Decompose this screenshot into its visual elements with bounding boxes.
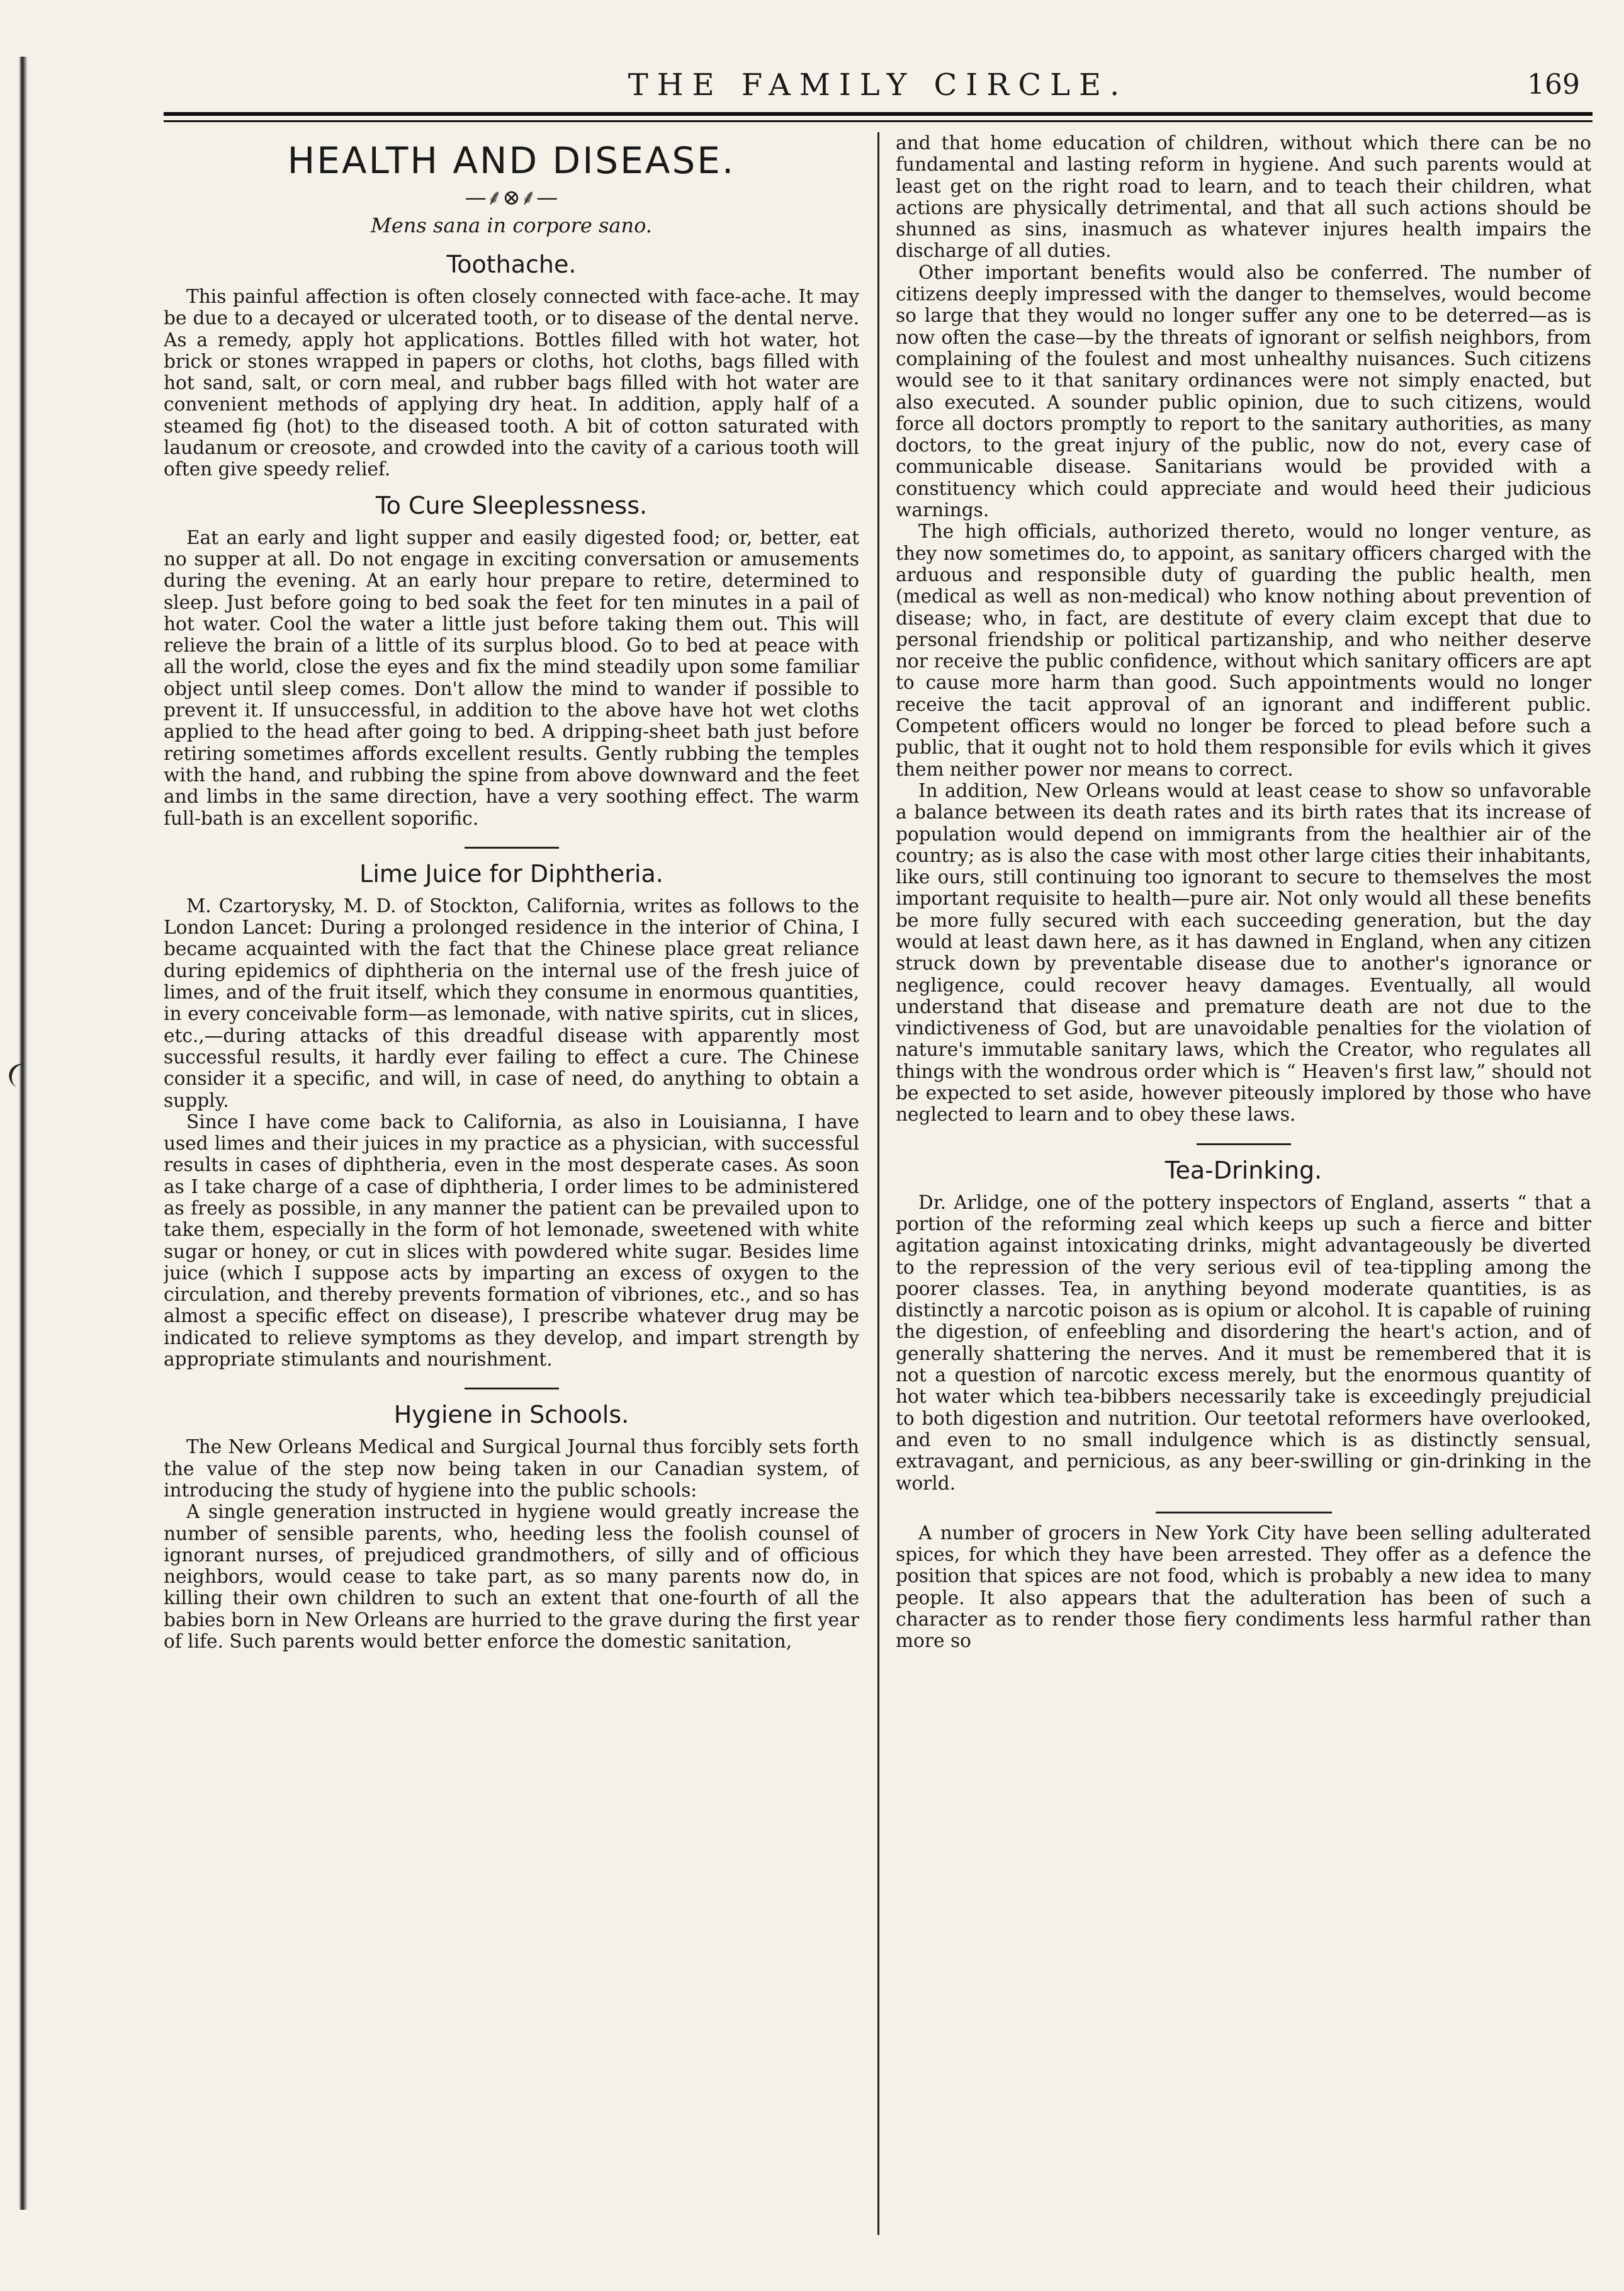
binding-spine <box>19 57 29 2210</box>
hygiene-paragraph: The New Orleans Medical and Surgical Journal thus forcibly sets forth the value of the step now being taken in our Canadian system, of introducing the study of hygiene into the public schools: <box>164 1436 859 1501</box>
hygiene-paragraph: A single generation instructed in hygiene would greatly increase the number of sensible parents, who, heeding less the foolish counsel of ignorant nurses, of prejudiced grandmothers, of silly and of officious neighbors, would cease to take part, as so many parents now do, in killing their own children to such an extent that one-fourth of all the babies born in New Orleans are hurried to the grave during the first year of life. Such parents would better enforce the domestic sanitation, <box>164 1501 859 1653</box>
running-head <box>164 63 1593 107</box>
page-number: 169 <box>1527 69 1580 101</box>
ornament-divider: —⸙⊗⸙— <box>465 185 558 210</box>
hygiene-continued-paragraph: and that home education of children, without which there can be no fundamental and lasting reform in hygiene. And such parents would at least get on the right road to learn, and to teach their children, what actions are physically detrimental, and that all such actions should be shunned as sins, inasmuch as whatever injures health impairs the discharge of all duties. <box>896 132 1591 262</box>
section-title: HEALTH AND DISEASE. <box>287 139 736 182</box>
lime-juice-paragraph: Since I have come back to California, as also in Louisianna, I have used limes and their juices in my practice as a physician, with successful results in cases of diphtheria, even in the most desperate cases. As soon as I take charge of a case of diphtheria, I order limes to be administered as freely as possible, in any manner the patient can be prevailed upon to take them, especially in the form of hot lemonade, sweetened with white sugar or honey, or cut in slices with powdered white sugar. Besides lime juice (which I suppose acts by imparting an excess of oxygen to the circulation, and thereby prevents formation of vibriones, etc., and so has almost a specific effect on disease), I prescribe whatever drug may be indicated to relieve symptoms as they develop, and impart strength by appropriate stimulants and nourishment. <box>164 1111 859 1371</box>
header-rule <box>164 112 1593 122</box>
article-title-sleeplessness: To Cure Sleeplessness. <box>375 491 648 519</box>
grocers-paragraph: A number of grocers in New York City have been selling adulterated spices, for which they have been arrested. They offer as a defence the position that spices are not food, which is probably a new idea to many people. It also appears that the adulteration has been of such a character as to render those fiery condiments less harmful rather than more so <box>896 1522 1591 1652</box>
section-rule <box>1197 1143 1291 1145</box>
column-right <box>896 132 1591 2235</box>
masthead: THE FAMILY CIRCLE. <box>628 67 1129 103</box>
section-rule <box>1156 1512 1332 1513</box>
article-title-lime-juice: Lime Juice for Diphtheria. <box>359 859 663 888</box>
page <box>164 63 1593 2248</box>
column-divider <box>877 132 879 2235</box>
section-rule <box>465 1388 559 1389</box>
sleeplessness-paragraph: Eat an early and light supper and easily digested food; or, better, eat no supper at all. Do not engage in exciting conversation or amusements during the evening. At an early hour prepare to retire, determined to sleep. Just before going to bed soak the feet for ten minutes in a pail of hot water. Cool the water a little just before taking them out. This will relieve the brain of a little of its surplus blood. Go to bed at peace with all the world, close the eyes and fix the mind steadily upon some familiar object until sleep comes. Don't allow the mind to wander if possible to prevent it. If unsuccessful, in addition to the above have hot wet cloths applied to the head after going to bed. A dripping-sheet bath just before retiring sometimes affords excellent results. Gently rubbing the temples with the hand, and rubbing the spine from above downward and the feet and limbs in the same direction, have a very soothing effect. The warm full-bath is an excellent soporific. <box>164 526 859 829</box>
section-motto: Mens sana in corpore sano. <box>371 213 652 237</box>
article-title-toothache: Toothache. <box>446 251 577 278</box>
binding-notch <box>6 1060 41 1094</box>
column-left <box>164 132 859 2235</box>
article-title-tea: Tea-Drinking. <box>1164 1156 1322 1184</box>
hygiene-continued-paragraph: Other important benefits would also be conferred. The number of citizens deeply impressed with the danger to themselves, would become so large that they would no longer suffer any one to be deterred—as is now often the case—by the threats of ignorant or selfish neighbors, from complaining of the foulest and most unhealthy nuisances. Such citizens would see to it that sanitary ordinances were not simply enacted, but also executed. A sounder public opinion, due to such citizens, would force all doctors promptly to report to the sanitary authorities, as many doctors, to the great injury of the public, now do not, every case of communicable disease. Sanitarians would be provided with a constituency which could appreciate and would heed their judicious warnings. <box>896 261 1591 521</box>
section-rule <box>465 847 559 849</box>
hygiene-continued-paragraph: The high officials, authorized thereto, would no longer venture, as they now sometimes do, to appoint, as sanitary officers charged with the arduous and responsible duty of guarding the public health, men (medical as well as non-medical) who know nothing about prevention of disease; who, in fact, are destitute of every claim except that due to personal friendship or political partizanship, and who neither deserve nor receive the public confidence, without which sanitary officers are apt to cause more harm than good. Such appointments would no longer receive the tacit approval of an ignorant and indifferent public. Competent officers would no longer be forced to plead before such a public, that it ought not to hold them responsible for evils which it gives them neither power nor means to correct. <box>896 521 1591 780</box>
toothache-paragraph: This painful affection is often closely connected with face-ache. It may be due to a decayed or ulcerated tooth, or to disease of the dental nerve. As a remedy, apply hot applications. Bottles filled with hot water, hot brick or stones wrapped in papers or cloths, hot cloths, bags filled with hot sand, salt, or corn meal, and rubber bags filled with hot water are convenient methods of applying dry heat. In addition, apply half of a steamed fig (hot) to the diseased tooth. A bit of cotton saturated with laudanum or creosote, and crowded into the cavity of a carious tooth will often give speedy relief. <box>164 286 859 480</box>
hygiene-continued-paragraph: In addition, New Orleans would at least cease to show so unfavorable a balance between its death rates and its birth rates that its increase of population would depend on immigrants from the healthier air of the country; as is also the case with most other large cities their inhabitants, like ours, still continuing too ignorant to secure to themselves the most important requisite to health—pure air. Not only would all these benefits be more fully secured with each succeeding generation, but the day would at least dawn here, as it has dawned in England, when any citizen struck down by preventable disease due to another's ignorance or negligence, could recover heavy damages. Eventually, all would understand that disease and premature death are not due to the vindictiveness of God, but are unavoidable penalties for the violation of nature's immutable sanitary laws, which the Creator, who regulates all things with the wondrous order which is “ Heaven's first law,” should not be expected to set aside, however piteously implored by those who have neglected to learn and to obey these laws. <box>896 779 1591 1126</box>
tea-paragraph: Dr. Arlidge, one of the pottery inspectors of England, asserts “ that a portion of the reforming zeal which keeps up such a fierce and bitter agitation against intoxicating drinks, might advantageously be diverted to the repression of the very serious evil of tea-tippling among the poorer classes. Tea, in anything beyond moderate quantities, is as distinctly a narcotic poison as is opium or alcohol. It is capable of ruining the digestion, of enfeebling and disordering the heart's action, and of generally shattering the nerves. And it must be remembered that it is not a question of narcotic excess merely, but the enormous quantity of hot water which tea-bibbers necessarily take is exceedingly prejudicial to both digestion and nutrition. Our teetotal reformers have overlooked, and even to no small indulgence which is as distinctly sensual, extravagant, and pernicious, as any beer-swilling or gin-drinking in the world. <box>896 1191 1591 1494</box>
lime-juice-paragraph: M. Czartorysky, M. D. of Stockton, California, writes as follows to the London Lancet: During a prolonged residence in the interior of China, I became acquainted with the fact that the Chinese place great reliance during epidemics of diphtheria on the internal use of the fresh juice of limes, and of the fruit itself, which they consume in enormous quantities, in every conceivable form—as lemonade, with native spirits, cut in slices, etc.,—during attacks of this dreadful disease with apparently most successful results, it hardly ever failing to effect a cure. The Chinese consider it a specific, and will, in case of need, do anything to obtain a supply. <box>164 895 859 1111</box>
article-title-hygiene: Hygiene in Schools. <box>393 1401 629 1429</box>
